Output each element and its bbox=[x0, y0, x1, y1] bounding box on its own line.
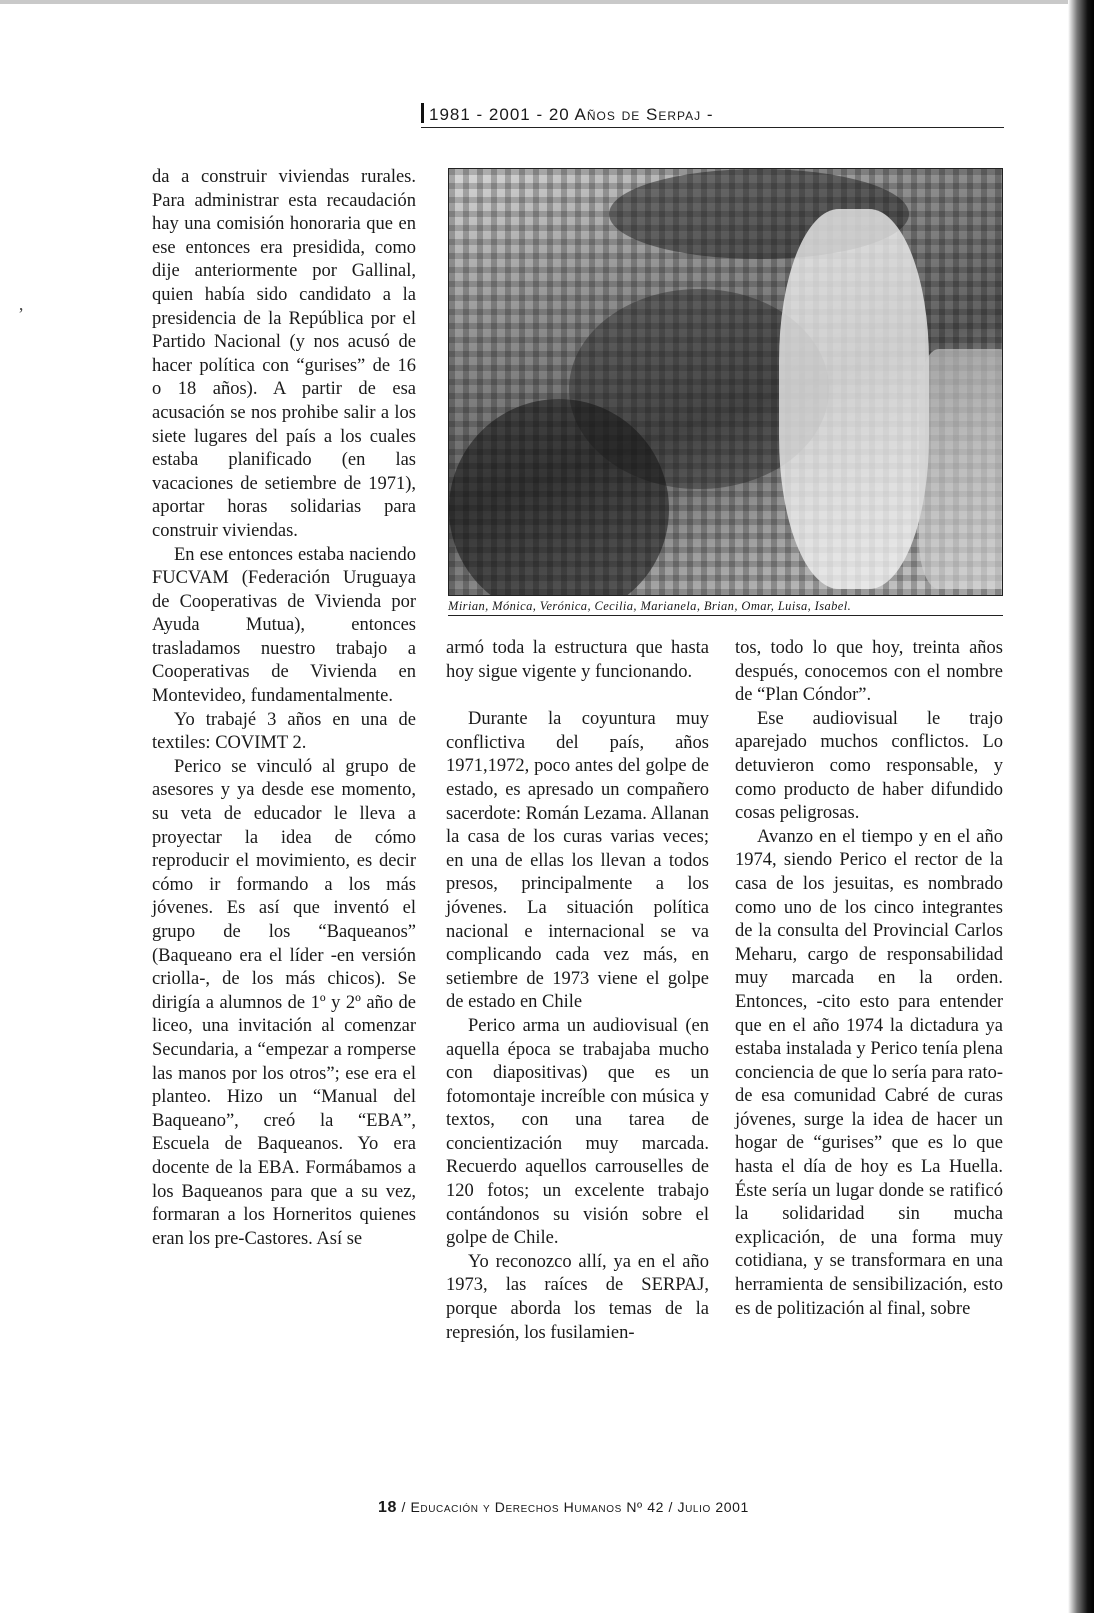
paragraph: armó toda la estructura que hasta hoy sigue vigente y funcionando. bbox=[446, 638, 709, 682]
stray-pen-mark: ʼ bbox=[18, 304, 24, 324]
text-column-2 bbox=[446, 637, 709, 1345]
page-number: 18 bbox=[378, 1499, 397, 1516]
running-head-bar bbox=[421, 103, 424, 123]
paragraph: tos, todo lo que hoy, treinta años después, conocemos con el nombre de “Plan Cóndor”. bbox=[735, 638, 1003, 706]
paragraph: Yo trabajé 3 años en una de textiles: COVIMT 2. bbox=[152, 709, 416, 754]
paragraph: Perico se vinculó al grupo de asesores y ya desde ese momento, su veta de educador le lleva a proyectar la idea de cómo reproducir el movimiento, es decir cómo ir formando a los más jóvenes. Es así que inventó el grupo de los “Baqueanos” (Baqueano era el líder -en versión criolla-, de los más chicos). Se dirigía a alumnos de 1º y 2º año de liceo, una invitación al comenzar Secundaria, a “empezar a romperse las manos por los otros”; ese era el planteo. Hizo un “Manual del Baqueano”, creó la “EBA”, Escuela de Baqueanos. Yo era docente de la EBA. Formábamos a los Baqueanos para que a su vez, formaran a los Horneritos quienes eran los pre-Castores. Así se bbox=[152, 756, 416, 1249]
publication-line: / Educación y Derechos Humanos Nº 42 / Julio 2001 bbox=[401, 1499, 749, 1515]
scan-edge-shadow bbox=[1068, 0, 1094, 1613]
paragraph: Perico arma un audiovisual (en aquella época se trabajaba mucho con diapositivas) que es un fotomontaje increíble con música y textos, con una tarea de concientización muy marcada. Recuerdo aquellos carrouselles de 120 fotos; un excelente trabajo contándonos su visión sobre el golpe de Chile. bbox=[446, 1015, 709, 1249]
page-footer bbox=[378, 1499, 798, 1517]
top-edge-rule bbox=[0, 0, 1094, 4]
paragraph: En ese entonces estaba naciendo FUCVAM (Federación Uruguaya de Cooperativas de Vivienda por Ayuda Mutua), entonces trasladamos nuestro trabajo a Cooperativas de Vivienda en Montevideo, fundamentalmente. bbox=[152, 544, 416, 707]
group-photo bbox=[448, 168, 1003, 596]
photo-caption: Mirian, Mónica, Verónica, Cecilia, Marianela, Brian, Omar, Luisa, Isabel. bbox=[448, 598, 1003, 616]
paragraph: Avanzo en el tiempo y en el año 1974, siendo Perico el rector de la casa de los jesuitas, es nombrado como uno de los cinco integrantes de la consulta del Provincial Carlos Meharu, cargo de responsabilidad muy marcada en la orden. Entonces, -cito esto para entender que en el año 1974 la dictadura ya estaba instalada y Perico tenía plena conciencia de que lo sería para rato- de esa comunidad Cabré de curas jóvenes, surge la idea de hacer un hogar de “gurises” que es lo que hasta el día de hoy es La Huella. Éste sería un lugar donde se ratificó la solidaridad sin mucha explicación, de una forma muy cotidiana, y se transformara en una herramienta de sensibilización, esto es de politización al final, sobre bbox=[735, 826, 1003, 1319]
paragraph: Durante la coyuntura muy conflictiva del país, años 1971,1972, poco antes del golpe de estado, es apresado un compañero sacerdote: Román Lezama. Allanan la casa de los curas varias veces; en una de ellas los llevan a todos presos, principalmente a los jóvenes. La situación política nacional e internacional se va complicando cada vez más, en setiembre de 1973 viene el golpe de estado en Chile bbox=[446, 709, 710, 1013]
paragraph: Ese audiovisual le trajo aparejado muchos conflictos. Lo detuvieron como responsable, y como producto de haber difundido cosas peligrosas. bbox=[735, 708, 1003, 824]
text-column-1 bbox=[152, 166, 416, 1251]
paragraph: da a construir viviendas rurales. Para administrar esta recaudación hay una comisión honoraria que en ese entonces era presidida, como dije anteriormente por Gallinal, quien había sido candidato a la presidencia de la República por el Partido Nacional (y nos acusó de hacer política con “gurises” de 16 o 18 años). A partir de esa acusación se nos prohibe salir a los siete lugares del país a los cuales estaba planificado (en las vacaciones de setiembre de 1971), aportar horas solidarias para construir viviendas. bbox=[152, 167, 416, 541]
paragraph: Yo reconozco allí, ya en el año 1973, las raíces de SERPAJ, porque aborda los temas de la represión, los fusilamien- bbox=[446, 1251, 709, 1343]
running-head-text: 1981 - 2001 - 20 Años de Serpaj - bbox=[429, 105, 714, 124]
text-column-3 bbox=[735, 637, 1003, 1321]
running-head bbox=[421, 103, 1004, 128]
